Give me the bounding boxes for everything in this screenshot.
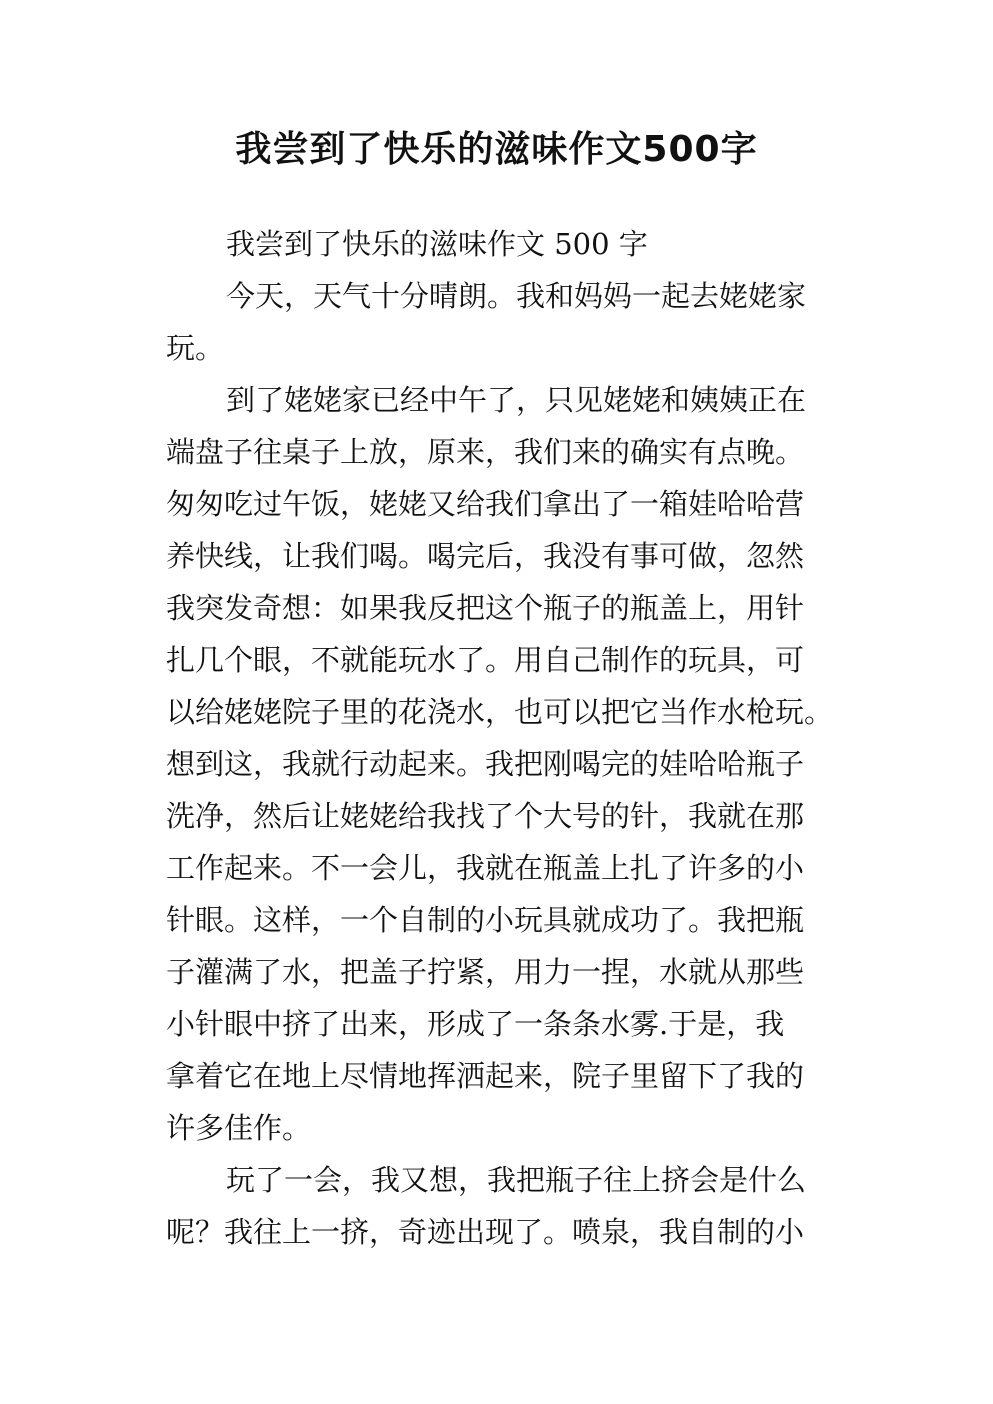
body-line: 洗净，然后让姥姥给我找了个大号的针，我就在那 <box>166 799 805 833</box>
body-line: 拿着它在地上尽情地挥洒起来，院子里留下了我的 <box>166 1059 805 1093</box>
body-line: 养快线，让我们喝。喝完后，我没有事可做，忽然 <box>166 539 805 573</box>
body-line: 以给姥姥院子里的花浇水，也可以把它当作水枪玩。 <box>166 695 834 729</box>
body-line: 我尝到了快乐的滋味作文 500 字 <box>226 227 648 261</box>
body-line: 扎几个眼，不就能玩水了。用自己制作的玩具，可 <box>166 643 805 677</box>
body-line: 今天，天气十分晴朗。我和妈妈一起去姥姥家 <box>226 279 807 313</box>
body-line: 玩了一会，我又想，我把瓶子往上挤会是什么 <box>226 1163 807 1197</box>
body-line: 针眼。这样，一个自制的小玩具就成功了。我把瓶 <box>166 903 805 937</box>
body-line: 玩。 <box>166 331 225 365</box>
body-line: 呢？我往上一挤，奇迹出现了。喷泉，我自制的小 <box>166 1215 805 1249</box>
body-line: 许多佳作。 <box>166 1111 312 1145</box>
body-line: 想到这，我就行动起来。我把刚喝完的娃哈哈瓶子 <box>166 747 805 781</box>
body-line: 子灌满了水，把盖子拧紧，用力一捏，水就从那些 <box>166 955 805 989</box>
document-body <box>166 218 856 1258</box>
body-line: 到了姥姥家已经中午了，只见姥姥和姨姨正在 <box>226 383 807 417</box>
body-line: 匆匆吃过午饭，姥姥又给我们拿出了一箱娃哈哈营 <box>166 487 805 521</box>
body-line: 小针眼中挤了出来，形成了一条条水雾.于是，我 <box>166 1007 785 1041</box>
body-line: 工作起来。不一会儿，我就在瓶盖上扎了许多的小 <box>166 851 805 885</box>
document-title: 我尝到了快乐的滋味作文500字 <box>235 129 758 170</box>
body-line: 端盘子往桌子上放，原来，我们来的确实有点晚。 <box>166 435 805 469</box>
body-line: 我突发奇想：如果我反把这个瓶子的瓶盖上，用针 <box>166 591 805 625</box>
